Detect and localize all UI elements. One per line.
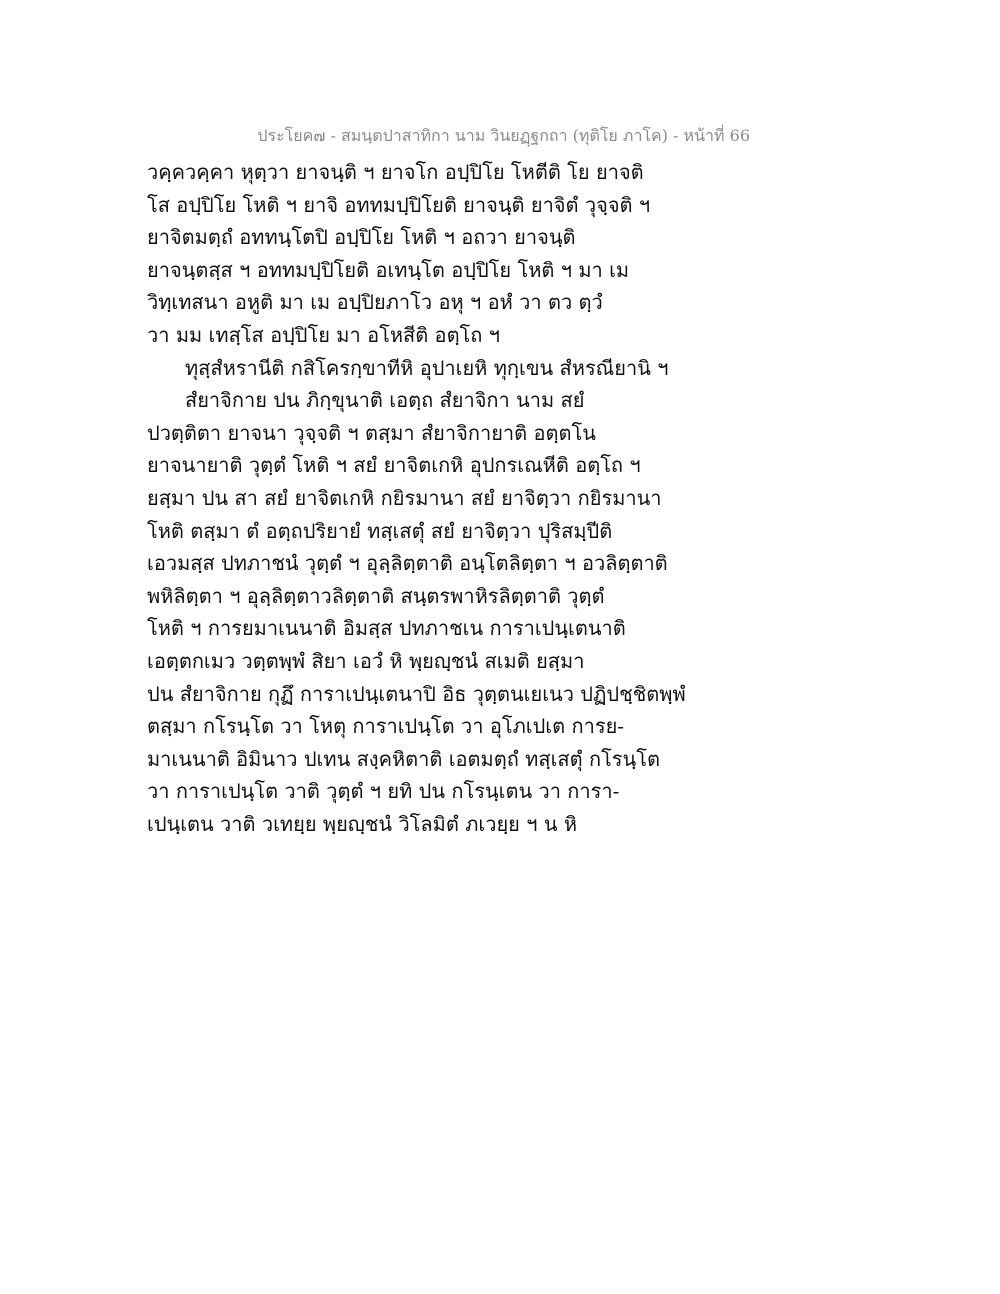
- text-line: ตสฺมา กโรนฺโต วา โหตุ การาเปนฺโต วา อุโภเปเต การย-: [147, 714, 625, 739]
- text-line: วิทฺเทสนา อหูติ มา เม อปฺปิยภาโว อหุ ฯ อหํ วา ตว ตฺวํ: [147, 290, 603, 315]
- text-line: ยสฺมา ปน สา สยํ ยาจิตเกหิ กยิรมานา สยํ ยาจิตฺวา กยิรมานา: [147, 485, 662, 510]
- text-line: เปนฺเตน วาติ วเทยฺย พฺยญฺชนํ วิโลมิตํ ภเวยฺย ฯ น หิ: [147, 811, 578, 836]
- paragraph-start-line: สํยาจิกาย ปน ภิกฺขุนาติ เอตฺถ สํยาจิกา นาม สยํ: [185, 388, 585, 413]
- text-line: เอตฺตกเมว วตฺตพฺพํ สิยา เอวํ หิ พฺยญฺชนํ สเมติ ยสฺมา: [147, 648, 585, 673]
- body-text: [147, 156, 687, 840]
- text-line: ยาจนายาติ วุตฺตํ โหติ ฯ สยํ ยาจิตเกหิ อุปกรเณหีติ อตฺโถ ฯ: [147, 453, 641, 478]
- running-header: ประโยค๗ - สมนฺตปาสาทิกา นาม วินยฏฺฐกถา (ทุติโย ภาโค) - หน้าที่ 66: [257, 126, 750, 145]
- text-line: วคฺควคฺคา หุตฺวา ยาจนฺติ ฯ ยาจโก อปฺปิโย โหตีติ โย ยาจติ: [147, 160, 644, 184]
- text-line: โหติ ฯ การยมาเนนาติ อิมสฺส ปทภาชเน การาเปนฺเตนาติ: [147, 616, 626, 641]
- text-line: พหิลิตฺตา ฯ อุลฺลิตฺตาวลิตฺตาติ สนฺตรพาหิรลิตฺตาติ วุตฺตํ: [147, 583, 605, 608]
- text-line: โส อปฺปิโย โหติ ฯ ยาจิ อททมปฺปิโยติ ยาจนฺติ ยาจิตํ วุจฺจติ ฯ: [147, 192, 651, 217]
- text-line: ปวตฺติตา ยาจนา วุจฺจติ ฯ ตสฺมา สํยาจิกายาติ อตฺตโน: [147, 420, 596, 445]
- text-line: วา การาเปนฺโต วาติ วุตฺตํ ฯ ยทิ ปน กโรนฺเตน วา การา-: [147, 779, 620, 804]
- text-line: ยาจิตมตฺถํ อททนฺโตปิ อปฺปิโย โหติ ฯ อถวา ยาจนฺติ: [147, 225, 576, 250]
- text-line: ยาจนฺตสฺส ฯ อททมปฺปิโยติ อเทนฺโต อปฺปิโย โหติ ฯ มา เม: [147, 257, 630, 282]
- text-line: โหติ ตสฺมา ตํ อตฺถปริยายํ ทสฺเสตุํ สยํ ยาจิตฺวา ปุริสมฺปีติ: [147, 518, 613, 543]
- paragraph-start-line: ทุสฺสํหรานีติ กสิโครกฺขาทีหิ อุปาเยหิ ทุกฺเขน สํหรณียานิ ฯ: [185, 355, 669, 380]
- text-line: มาเนนาติ อิมินาว ปเทน สงฺคหิตาติ เอตมตฺถํ ทสฺเสตุํ กโรนฺโต: [147, 746, 660, 771]
- text-line: ปน สํยาจิกาย กุฏึ การาเปนฺเตนาปิ อิธ วุตฺตนเยเนว ปฏิปชฺชิตพฺพํ: [147, 681, 686, 706]
- text-line: เอวมสฺส ปทภาชนํ วุตฺตํ ฯ อุลฺลิตฺตาติ อนฺโตลิตฺตา ฯ อวลิตฺตาติ: [147, 551, 668, 576]
- text-line: วา มม เทสฺโส อปฺปิโย มา อโหสีติ อตฺโถ ฯ: [147, 322, 500, 347]
